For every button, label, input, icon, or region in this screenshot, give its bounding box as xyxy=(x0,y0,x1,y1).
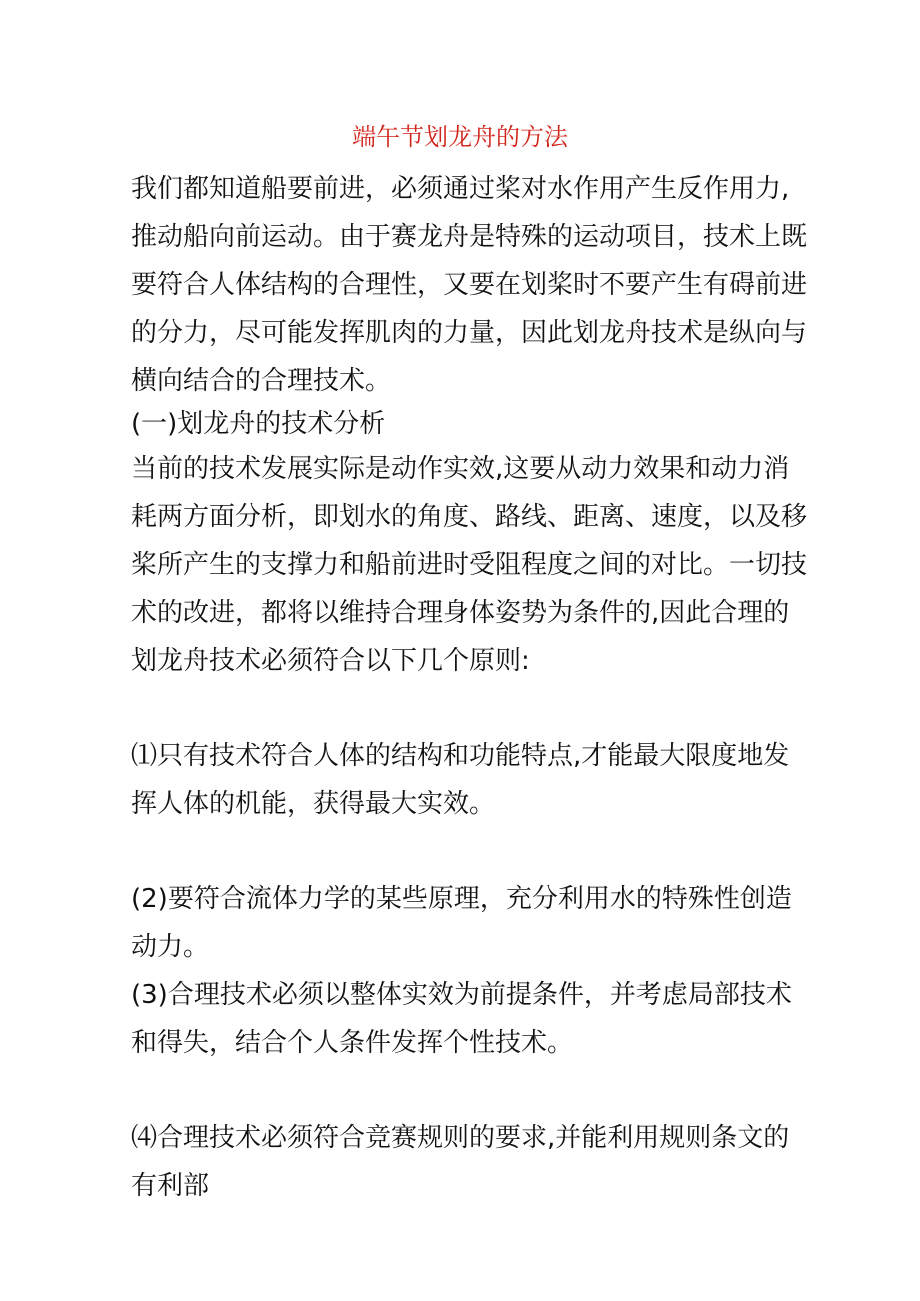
section-heading: (一)划龙舟的技术分析 xyxy=(131,409,386,439)
document-title: 端午节划龙舟的方法 xyxy=(352,123,568,151)
principle-item-4: ⑷合理技术必须符合竞赛规则的要求,并能利用规则条文的有利部 xyxy=(131,1123,790,1201)
intro-paragraph: 我们都知道船要前进，必须通过桨对水作用产生反作用力,推动船向前运动。由于赛龙舟是特殊的运动项目，技术上既要符合人体结构的合理性，又要在划桨时不要产生有碍前进的分力，尽可能发挥肌肉的力量，因此划龙舟技术是纵向与横向结合的合理技术。 xyxy=(131,174,808,396)
section-paragraph: 当前的技术发展实际是动作实效,这要从动力效果和动力消耗两方面分析，即划水的角度、路线、距离、速度，以及移桨所产生的支撑力和船前进时受阻程度之间的对比。一切技术的改进，都将以维持合理身体姿势为条件的,因此合理的划龙舟技术必须符合以下几个原则: xyxy=(131,454,808,676)
principle-item-1: ⑴只有技术符合人体的结构和功能特点,才能最大限度地发挥人体的机能，获得最大实效。 xyxy=(131,741,790,819)
principle-item-3: (3)合理技术必须以整体实效为前提条件，并考虑局部技术和得失，结合个人条件发挥个性技术。 xyxy=(131,980,792,1058)
principle-item-2: (2)要符合流体力学的某些原理，充分利用水的特殊性创造动力。 xyxy=(131,884,792,962)
